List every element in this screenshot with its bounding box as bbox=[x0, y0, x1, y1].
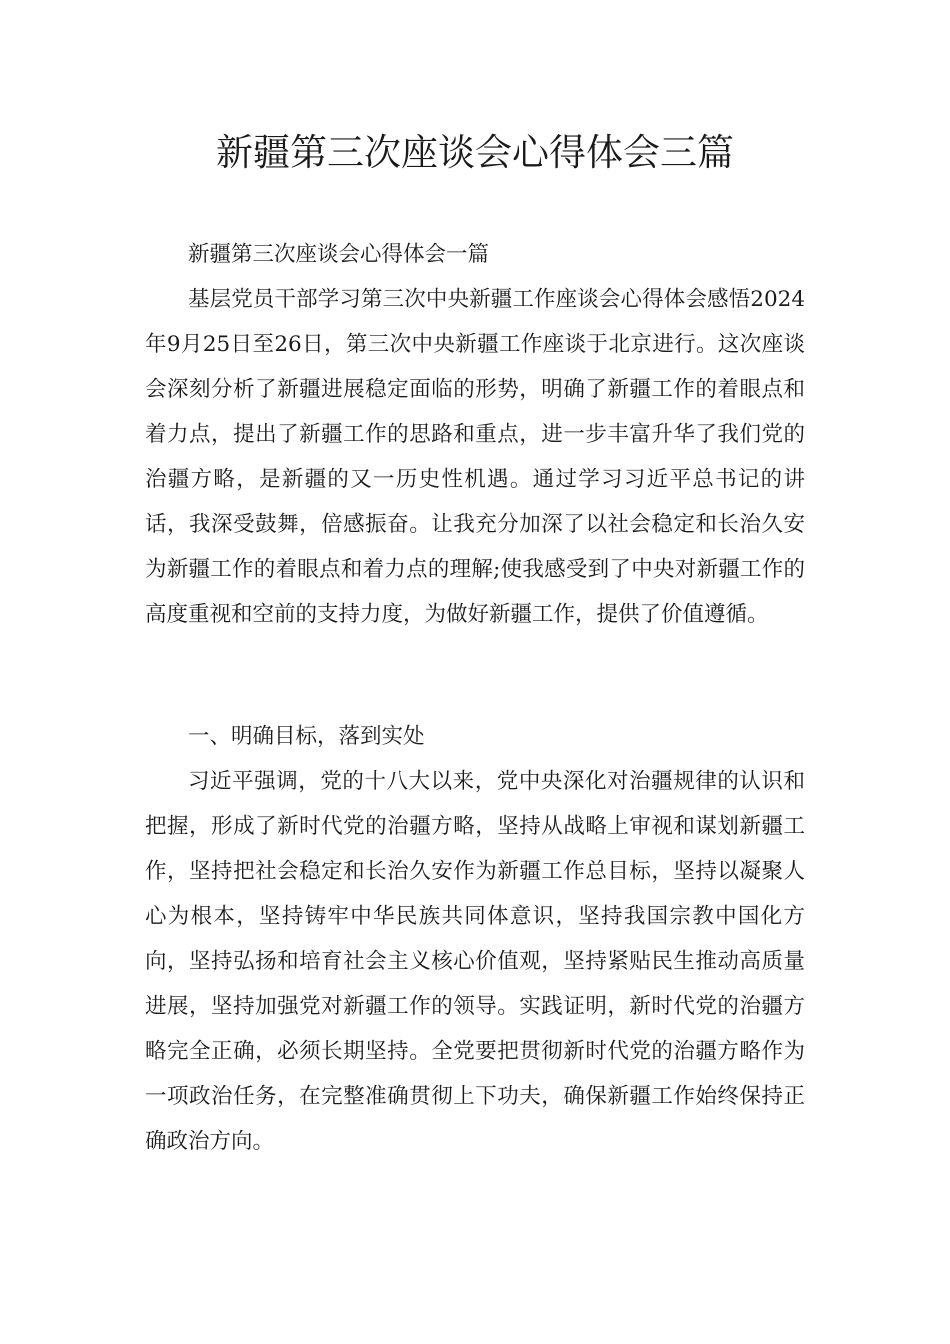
intro-paragraph: 基层党员干部学习第三次中央新疆工作座谈会心得体会感悟2024年9月25日至26日，第三次中央新疆工作座谈于北京进行。这次座谈会深刻分析了新疆进展稳定面临的形势，明确了新疆工作的着眼点和着力点，提出了新疆工作的思路和重点，进一步丰富升华了我们党的治疆方略，是新疆的又一历史性机遇。通过学习习近平总书记的讲话，我深受鼓舞，倍感振奋。让我充分加深了以社会稳定和长治久安为新疆工作的着眼点和着力点的理解;使我感受到了中央对新疆工作的高度重视和空前的支持力度，为做好新疆工作，提供了价值遵循。 bbox=[145, 287, 805, 627]
section-heading: 新疆第三次座谈会心得体会一篇 bbox=[188, 242, 490, 267]
document-body-part-1 bbox=[145, 232, 805, 637]
document-body-part-2 bbox=[145, 714, 805, 1164]
subheading: 一、明确目标，落到实处 bbox=[188, 724, 425, 749]
body-paragraph: 习近平强调，党的十八大以来，党中央深化对治疆规律的认识和把握，形成了新时代党的治疆方略，坚持从战略上审视和谋划新疆工作，坚持把社会稳定和长治久安作为新疆工作总目标，坚持以凝聚人心为根本，坚持铸牢中华民族共同体意识，坚持我国宗教中国化方向，坚持弘扬和培育社会主义核心价值观，坚持紧贴民生推动高质量进展，坚持加强党对新疆工作的领导。实践证明，新时代党的治疆方略完全正确，必须长期坚持。全党要把贯彻新时代党的治疆方略作为一项政治任务，在完整准确贯彻上下功夫，确保新疆工作始终保持正确政治方向。 bbox=[145, 769, 805, 1154]
document-title: 新疆第三次座谈会心得体会三篇 bbox=[216, 131, 734, 174]
